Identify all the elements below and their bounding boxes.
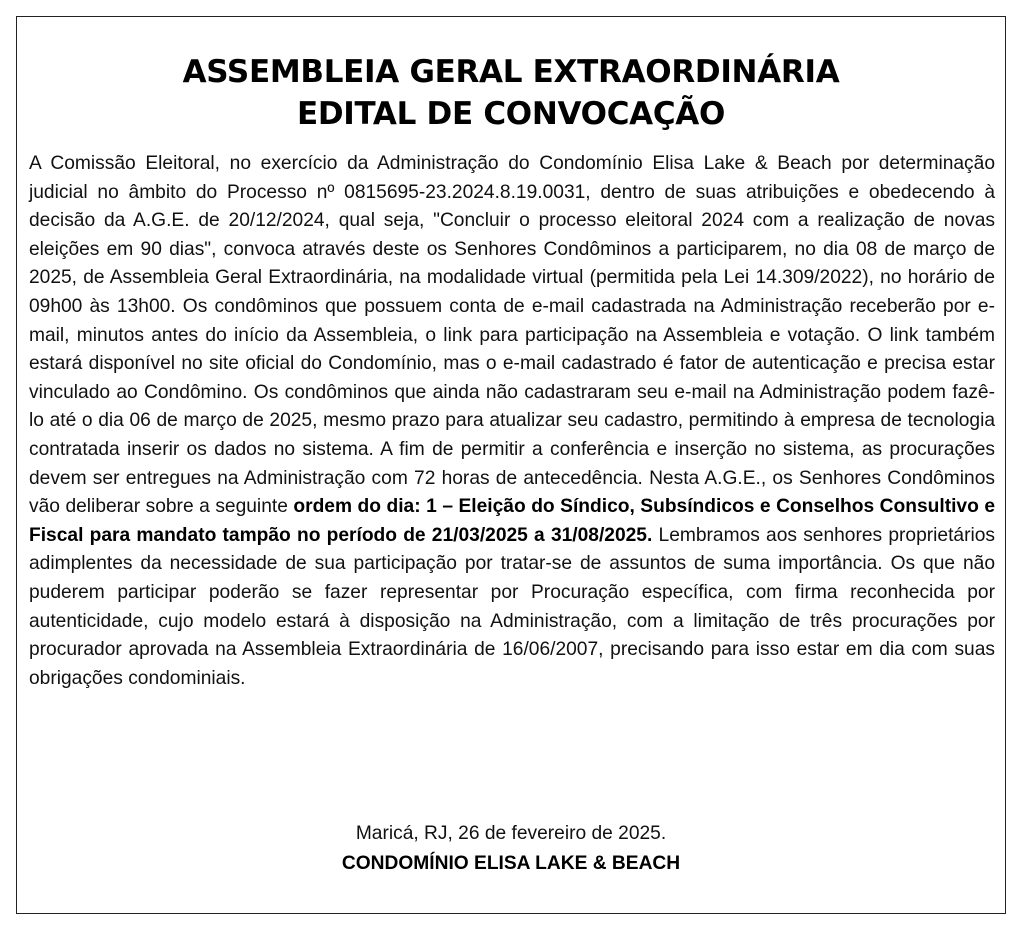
- notice-footer: [17, 819, 1005, 879]
- body-text-closing: Lembramos aos senhores proprietários adimplentes da necessidade de sua participação por tratar-se de assuntos de suma importância. Os que não puderem participar poderão se fazer representar por Procuração específica, com firma reconhecida por autenticidade, cujo modelo estará à disposição na Administração, com a limitação de três procurações por procurador aprovada na Assembleia Extraordinária de 16/06/2007, precisando para isso estar em dia com suas obrigações condominiais.: [29, 524, 995, 689]
- notice-frame: [16, 16, 1006, 914]
- notice-header: [17, 51, 1005, 135]
- place-date: Maricá, RJ, 26 de fevereiro de 2025.: [355, 823, 667, 844]
- body-text-intro: A Comissão Eleitoral, no exercício da Administração do Condomínio Elisa Lake & Beach por determinação judicial no âmbito do Processo nº 0815695-23.2024.8.19.0031, dentro de suas atribuições e obedecendo à decisão da A.G.E. de 20/12/2024, qual seja, "Concluir o processo eleitoral 2024 com a realização de novas eleições em 90 dias", convoca através deste os Senhores Condôminos a participarem, no dia 08 de março de 2025, de Assembleia Geral Extraordinária, na modalidade virtual (permitida pela Lei 14.309/2022), no horário de 09h00 às 13h00. Os condôminos que possuem conta de e-mail cadastrada na Administração receberão por e-mail, minutos antes do início da Assembleia, o link para participação na Assembleia e votação. O link também estará disponível no site oficial do Condomínio, mas o e-mail cadastrado é fator de autenticação e precisa estar vinculado ao Condômino. Os condôminos que ainda não cadastraram seu e-mail na Administração podem fazê-lo até o dia 06 de março de 2025, mesmo prazo para atualizar seu cadastro, permitindo à empresa de tecnologia contratada inserir os dados no sistema. A fim de permitir a conferência e inserção no sistema, as procurações devem ser entregues na Administração com 72 horas de antecedência. Nesta A.G.E., os Senhores Condôminos vão deliberar sobre a seguinte: [29, 153, 995, 518]
- notice-subtitle: EDITAL DE CONVOCAÇÃO: [296, 96, 726, 132]
- notice-title: ASSEMBLEIA GERAL EXTRAORDINÁRIA: [182, 54, 840, 90]
- signature: CONDOMÍNIO ELISA LAKE & BEACH: [341, 853, 681, 874]
- agenda-text: ordem do dia: 1 – Eleição do Síndico, Subsíndicos e Conselhos Consultivo e Fiscal para mandato tampão no período de 21/03/2025 a 31/08/2025.: [29, 496, 995, 546]
- notice-body: [29, 150, 995, 693]
